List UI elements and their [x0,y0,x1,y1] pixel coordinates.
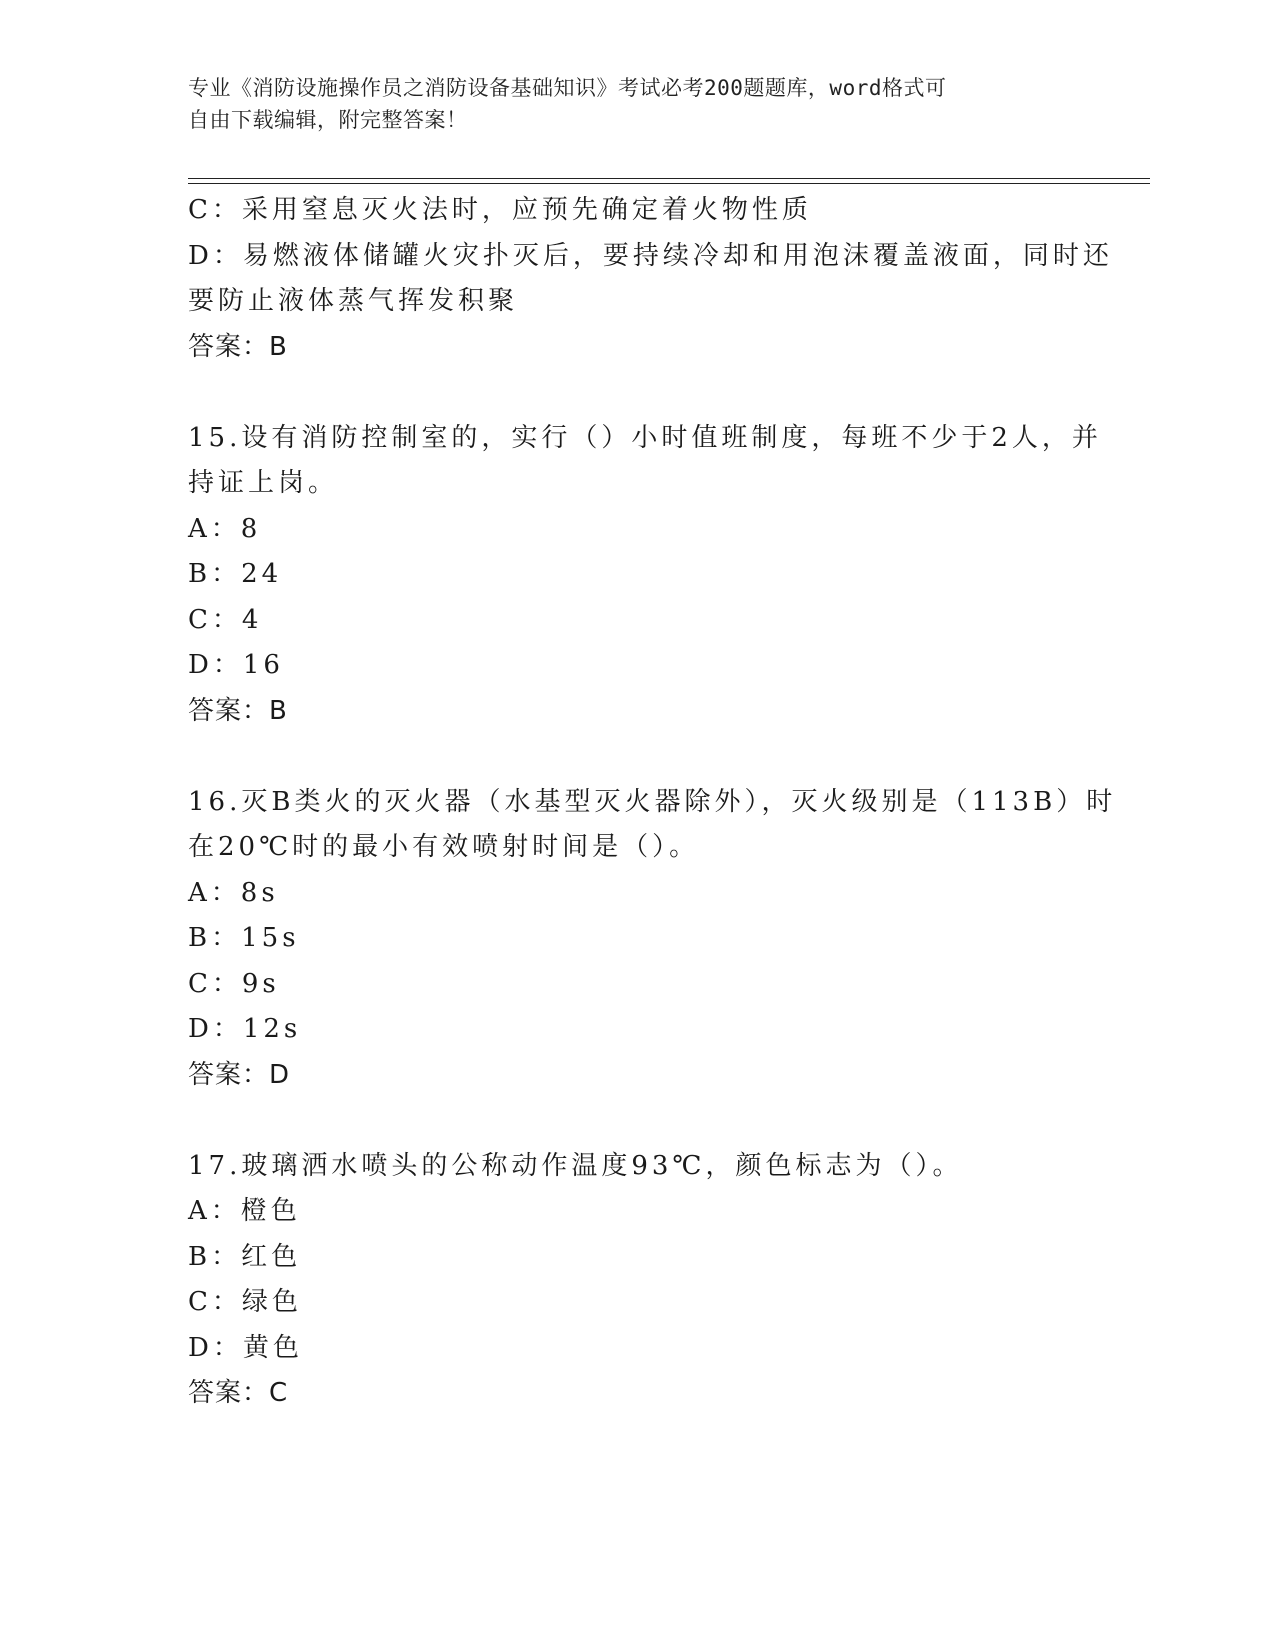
option-b: B：红色 [188,1241,302,1272]
option-a: A：8 [188,513,262,544]
question-stem-line-1: 16.灭B类火的灭火器（水基型灭火器除外），灭火级别是（113B）时 [188,786,1117,817]
spacer [188,1098,1068,1144]
option-a: A：8s [188,877,279,908]
header-divider-bottom [188,183,1150,184]
option-c: C：绿色 [188,1287,302,1317]
question-stem-line-2: 持证上岗。 [188,468,339,498]
header-title-line-2: 自由下载编辑，附完整答案！ [188,108,468,132]
option-c: C：采用窒息灭火法时，应预先确定着火物性质 [188,195,812,225]
question-15 [188,416,1102,735]
spacer [188,370,1068,416]
question-list [188,188,1117,1417]
spacer [188,734,1068,780]
option-d: D：黄色 [188,1332,303,1363]
option-d: D：12s [188,1014,302,1044]
answer: 答案：B [188,695,288,726]
option-b: B：24 [188,559,283,589]
question-17 [188,1144,1068,1417]
header-title-line-1: 专业《消防设施操作员之消防设备基础知识》考试必考200题题库，word格式可 [188,76,947,100]
document-header [188,72,1088,136]
question-stem-line-2: 在20℃时的最小有效喷射时间是（）。 [188,832,700,862]
option-a: A：橙色 [188,1196,301,1226]
question-stem: 17.玻璃洒水喷头的公称动作温度93℃，颜色标志为（）。 [188,1150,963,1181]
question-14-continued [188,188,1113,370]
question-16 [188,780,1117,1099]
answer: 答案：B [188,331,288,362]
option-b: B：15s [188,923,300,953]
option-c: C：9s [188,968,280,999]
answer: 答案：D [188,1059,291,1090]
answer: 答案：C [188,1378,289,1408]
option-d: D：16 [188,650,284,680]
option-d-line-2: 要防止液体蒸气挥发积聚 [188,286,519,316]
question-stem-line-1: 15.设有消防控制室的，实行（）小时值班制度，每班不少于2人，并 [188,422,1102,453]
option-c: C：4 [188,604,263,635]
option-d-line-1: D：易燃液体储罐火灾扑灭后，要持续冷却和用泡沫覆盖液面，同时还 [188,240,1113,271]
header-divider-top [188,178,1150,179]
